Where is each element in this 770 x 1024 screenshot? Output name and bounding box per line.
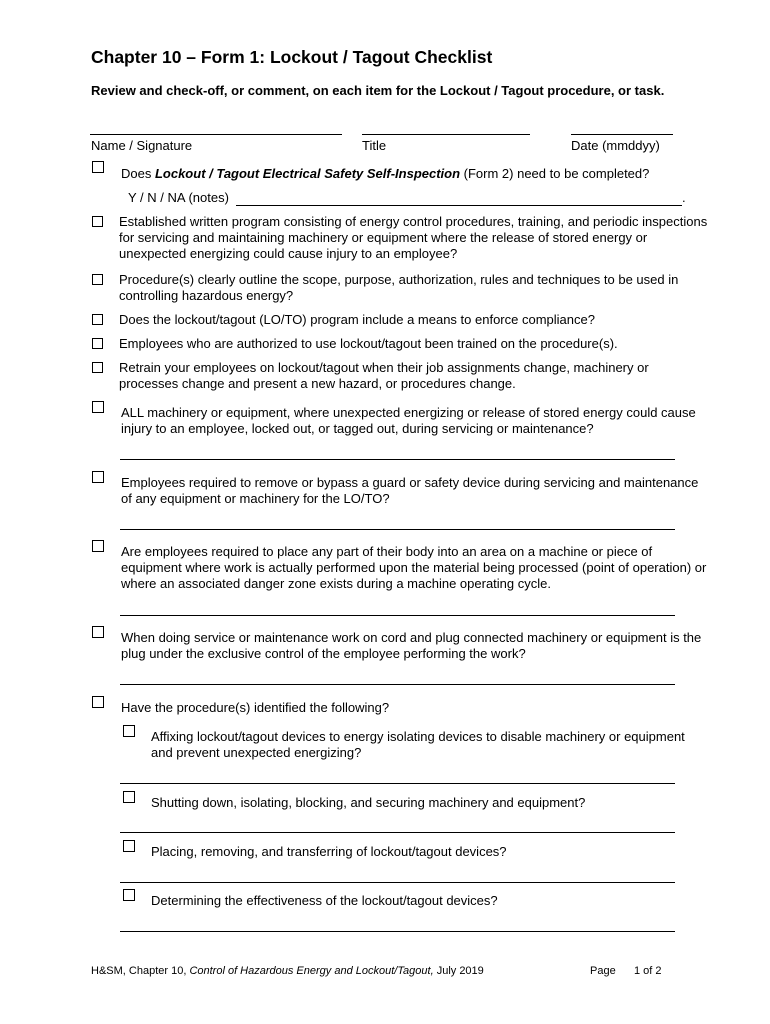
footer-page-number: 1 of 2 bbox=[634, 965, 662, 977]
question-q10: When doing service or maintenance work on cord and plug connected machinery or equipment is the plug under the exclusive control of the employee performing the work? bbox=[121, 630, 702, 661]
comment-line-q11c[interactable] bbox=[120, 882, 675, 883]
footer-page-label: Page bbox=[590, 965, 616, 977]
comment-line-q11b[interactable] bbox=[120, 832, 675, 833]
footer-document-title: Control of Hazardous Energy and Lockout/Tagout, bbox=[189, 965, 434, 977]
instructions: Review and check-off, or comment, on each item for the Lockout / Tagout procedure, or task. bbox=[91, 83, 665, 98]
checkbox-q8[interactable] bbox=[92, 471, 104, 483]
checkbox-q9[interactable] bbox=[92, 540, 104, 552]
checkbox-q7[interactable] bbox=[92, 401, 104, 413]
title-label: Title bbox=[362, 138, 387, 153]
date-label: Date (mmddyy) bbox=[571, 138, 660, 153]
date-line[interactable] bbox=[571, 134, 673, 135]
question-q3: Procedure(s) clearly outline the scope, purpose, authorization, rules and techniques to be used in controlling hazardous energy? bbox=[119, 272, 679, 303]
question-q5: Employees who are authorized to use lockout/tagout been trained on the procedure(s). bbox=[119, 336, 618, 351]
question-q6: Retrain your employees on lockout/tagout when their job assignments change, machinery or processes change and present a new hazard, or procedures change. bbox=[119, 360, 649, 391]
checkbox-q11a[interactable] bbox=[123, 725, 135, 737]
question-q11a: Affixing lockout/tagout devices to energy isolating devices to disable machinery or equipment and prevent unexpected energizing? bbox=[151, 729, 685, 760]
answer-prompt-q1: Y / N / NA (notes) bbox=[128, 190, 229, 205]
question-q1-prefix: Does bbox=[121, 166, 155, 181]
question-q9: Are employees required to place any part of their body into an area on a machine or piece of equipment where work is actually performed upon the material being processed (point of operation) or where an associated danger zone exists during a machine operating cycle. bbox=[121, 544, 707, 591]
question-q1-form-reference: Lockout / Tagout Electrical Safety Self-Inspection bbox=[154, 166, 461, 181]
checkbox-q5[interactable] bbox=[92, 338, 103, 349]
comment-line-q7[interactable] bbox=[120, 459, 675, 460]
question-q4: Does the lockout/tagout (LO/TO) program include a means to enforce compliance? bbox=[119, 312, 595, 327]
checkbox-q3[interactable] bbox=[92, 274, 103, 285]
comment-line-q11a[interactable] bbox=[120, 783, 675, 784]
name-signature-line[interactable] bbox=[90, 134, 342, 135]
question-q1-suffix: (Form 2) need to be completed? bbox=[460, 166, 650, 181]
checkbox-q11[interactable] bbox=[92, 696, 104, 708]
question-q8: Employees required to remove or bypass a guard or safety device during servicing and maintenance of any equipment or machinery for the LO/TO? bbox=[121, 475, 699, 506]
checkbox-q4[interactable] bbox=[92, 314, 103, 325]
checkbox-q2[interactable] bbox=[92, 216, 103, 227]
title-line[interactable] bbox=[362, 134, 530, 135]
comment-line-q8[interactable] bbox=[120, 529, 675, 530]
checkbox-q10[interactable] bbox=[92, 626, 104, 638]
checkbox-q6[interactable] bbox=[92, 362, 103, 373]
name-signature-label: Name / Signature bbox=[91, 138, 193, 153]
checkbox-q11b[interactable] bbox=[123, 791, 135, 803]
question-q11d: Determining the effectiveness of the lockout/tagout devices? bbox=[151, 893, 498, 908]
question-q1 bbox=[121, 166, 649, 182]
comment-line-q10[interactable] bbox=[120, 684, 675, 685]
question-q2: Established written program consisting of energy control procedures, training, and periodic inspections for servicing and maintaining machinery or equipment where the release of stored energy or unexpected energizing could cause injury to an employee? bbox=[119, 214, 708, 261]
footer-citation bbox=[91, 965, 484, 977]
footer-prefix: H&SM, Chapter 10, bbox=[91, 965, 190, 977]
comment-line-q11d[interactable] bbox=[120, 931, 675, 932]
answer-end-q1: . bbox=[682, 190, 686, 205]
question-q7: ALL machinery or equipment, where unexpected energizing or release of stored energy could cause injury to an employee, locked out, or tagged out, during servicing or maintenance? bbox=[121, 405, 696, 436]
question-q11b: Shutting down, isolating, blocking, and securing machinery and equipment? bbox=[151, 795, 586, 810]
answer-line-q1[interactable] bbox=[236, 205, 682, 206]
checkbox-q11c[interactable] bbox=[123, 840, 135, 852]
checkbox-q11d[interactable] bbox=[123, 889, 135, 901]
checkbox-q1[interactable] bbox=[92, 161, 104, 173]
comment-line-q9[interactable] bbox=[120, 615, 675, 616]
question-q11: Have the procedure(s) identified the following? bbox=[121, 700, 390, 715]
question-q11c: Placing, removing, and transferring of lockout/tagout devices? bbox=[151, 844, 507, 859]
page-title: Chapter 10 – Form 1: Lockout / Tagout Checklist bbox=[91, 47, 493, 67]
footer-date: July 2019 bbox=[433, 965, 484, 977]
